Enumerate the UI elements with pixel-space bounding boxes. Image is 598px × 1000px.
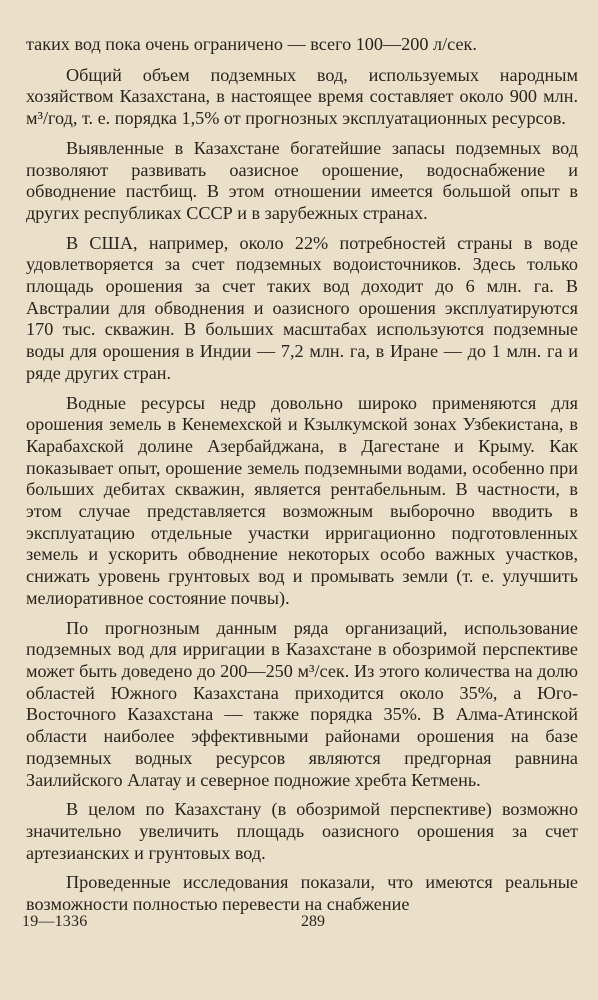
page-number: 289 bbox=[301, 913, 325, 930]
paragraph-2: Общий объем подземных вод, используемых народным хозяйством Казахстана, в настоящее время составляет около 900 млн. м³/год, т. е. порядка 1,5% от прогнозных эксплуатационных ресурсов. bbox=[26, 64, 578, 129]
paragraph-7: В целом по Казахстану (в обозримой перспективе) возможно значительно увеличить площадь оазисного орошения за счет артезианских и грунтовых вод. bbox=[26, 799, 578, 863]
paragraph-3: Выявленные в Казахстане богатейшие запасы подземных вод позволяют развивать оазисное орошение, водоснабжение и обводнение пастбищ. В этом отношении имеется большой опыт в других республиках СССР и в зарубежных странах. bbox=[26, 137, 578, 223]
paragraph-5: Водные ресурсы недр довольно широко применяются для орошения земель в Кенемехской и Кзылкумской зонах Узбекистана, в Карабахской долине Азербайджана, в Дагестане и Крыму. Как показывает опыт, орошение земель подземными водами, особенно при больших дебитах скважин, является рентабельным. В частности, в этом случае представляется возможным выборочно вводить в эксплуатацию отдельные участки ирригационно подготовленных земель и ускорить обводнение некоторых особо важных участков, снижать уровень грунтовых вод и промывать земли (т. е. улучшить мелиоративное состояние почвы). bbox=[26, 392, 578, 608]
paragraph-8: Проведенные исследования показали, что имеются реальные возможности полностью перевести на снабжение bbox=[26, 872, 578, 915]
paragraph-1: таких вод пока очень ограничено — всего 100—200 л/сек. bbox=[26, 34, 477, 54]
printer-signature: 19—1336 bbox=[22, 913, 88, 930]
paragraph-6: По прогнозным данным ряда организаций, использование подземных вод для ирригации в Казахстане в обозримой перспективе может быть доведено до 200—250 м³/сек. Из этого количества на долю областей Южного Казахстана приходится около 35%, а Юго-Восточного Казахстана — также порядка 35%. В Алма-Атинской области наиболее эффективными районами орошения на базе подземных водных ресурсов являются предгорная равнина Заилийского Алатау и северное подножие хребта Кетмень. bbox=[26, 617, 578, 790]
page-footer bbox=[22, 910, 578, 934]
paragraph-4: В США, например, около 22% потребностей страны в воде удовлетворяется за счет подземных водоисточников. Здесь только площадь орошения за счет таких вод доходит до 6 млн. га. В Австралии для обводнения и оазисного орошения эксплуатируются 170 тыс. скважин. В больших масштабах используются подземные воды для орошения в Индии — 7,2 млн. га, в Иране — до 1 млн. га и ряде других стран. bbox=[26, 232, 578, 383]
